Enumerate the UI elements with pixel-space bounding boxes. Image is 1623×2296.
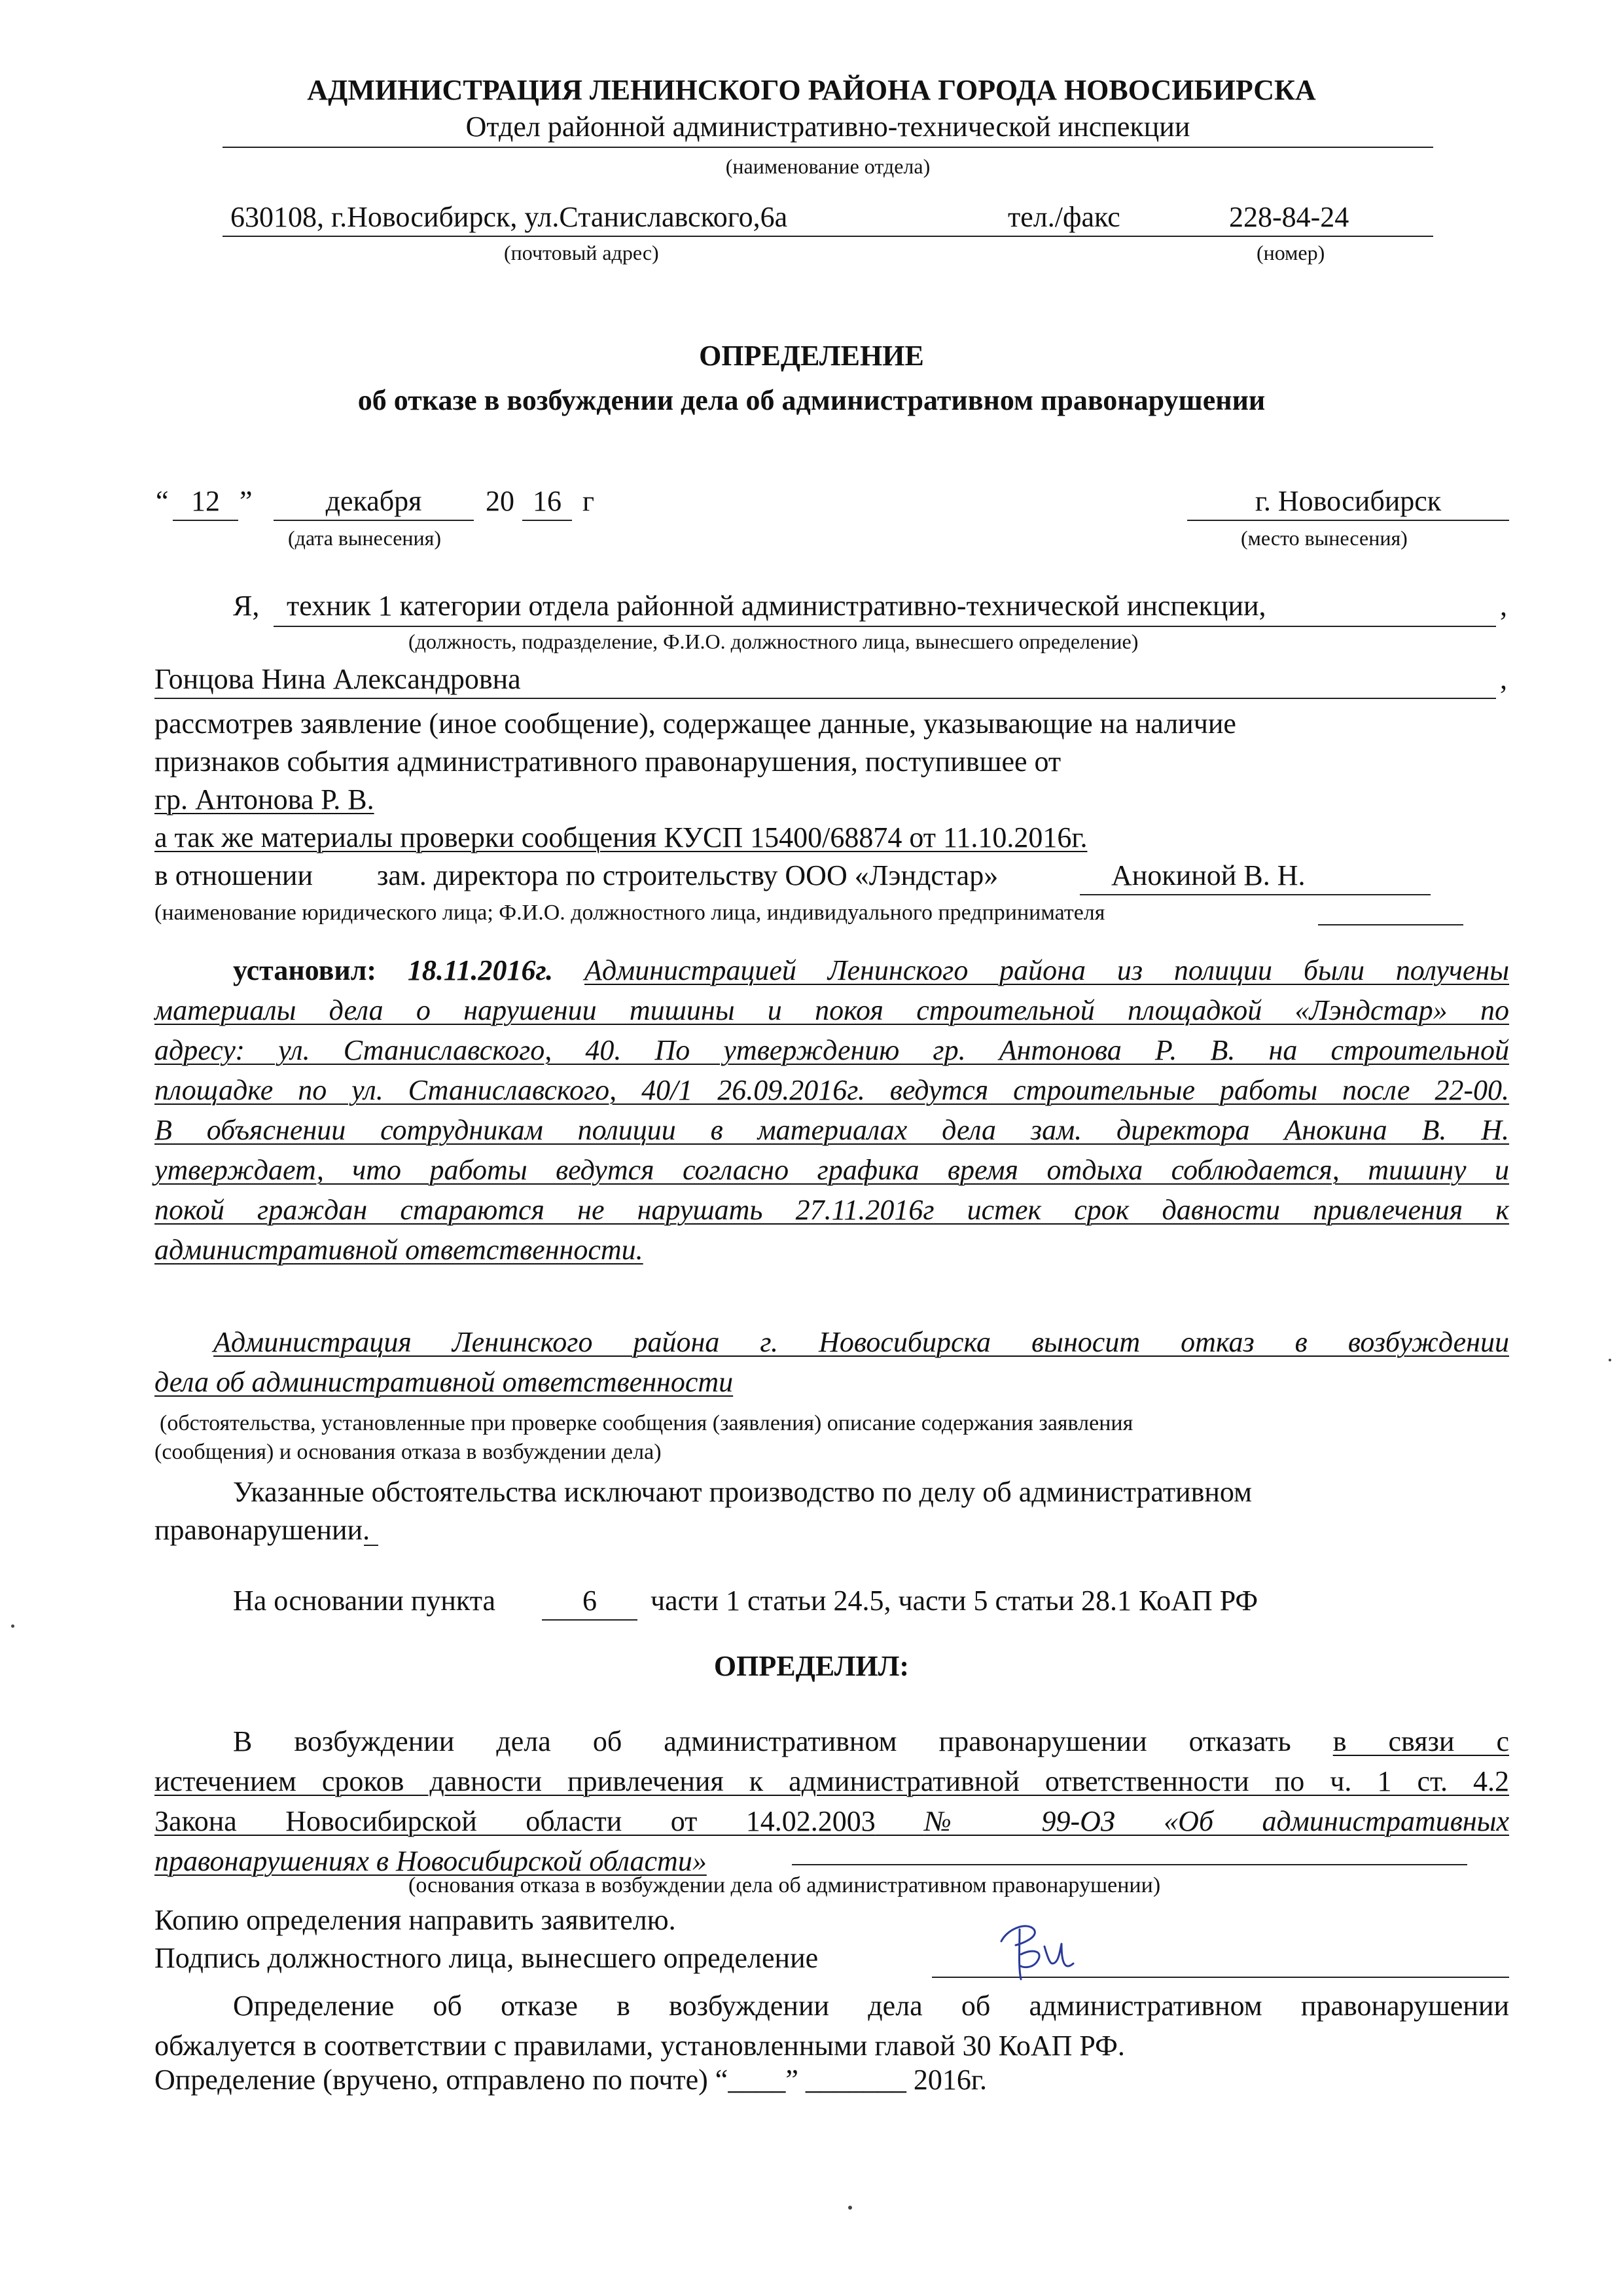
decided-line4-underline-tail [792,1864,1467,1865]
appeal-section [154,1986,1509,2066]
delivery-prefix: Определение (вручено, отправлено по почте) “ [154,2064,728,2096]
official-name: Гонцова Нина Александровна [154,663,521,695]
name-underline [154,698,1496,699]
established-date: 18.11.2016г. [407,954,554,986]
signature-label: Подпись должностного лица, вынесшего определение [154,1942,819,1974]
basis-prefix: На основании пункта [233,1585,496,1617]
delivery-line [154,2063,987,2096]
address-underline [223,236,1433,237]
delivery-year: 2016г. [913,2064,987,2096]
phone-number: 228-84-24 [1229,201,1349,233]
place-caption: (место вынесения) [1241,526,1408,550]
org-title: АДМИНИСТРАЦИЯ ЛЕНИНСКОГО РАЙОНА ГОРОДА НОВОСИБИРСКА [307,74,1316,106]
refusal-section [154,1322,1509,1402]
appeal-line2: обжалуется в соответствии с правилами, установленными главой 30 КоАП РФ. [154,2030,1125,2062]
postal-address: 630108, г.Новосибирск, ул.Станиславского,6а [230,201,788,233]
delivery-quote: ” [785,2064,798,2096]
department-underline [223,147,1433,148]
basis-suffix: части 1 статьи 24.5, части 5 статьи 28.1 КоАП РФ [651,1585,1258,1617]
refusal-line1: Администрация Ленинского района г. Новосибирска выносит отказ в возбуждении [213,1326,1509,1358]
scan-mark [11,1624,14,1628]
established-line-5: утверждает, что работы ведутся согласно графика время отдыха соблюдается, тишину и [154,1154,1509,1186]
date-month: декабря [325,485,422,517]
established-line-0: Администрацией Ленинского района из полиции были получены [584,954,1509,986]
date-quote-close: ” [240,485,253,517]
date-year-g: г [582,485,595,517]
exclusion-dash [364,1545,378,1546]
established-line-2: адресу: ул. Станиславского, 40. По утверждению гр. Антонова Р. В. на строительной [154,1034,1509,1066]
ya-label: Я, [233,590,260,622]
copy-instruction: Копию определения направить заявителю. [154,1904,676,1936]
month-underline [274,520,474,521]
position-caption: (должность, подразделение, Ф.И.О. должностного лица, вынесшего определение) [408,630,1139,653]
applicant-name: гр. Антонова Р. В. [154,783,374,816]
date-quote-open: “ [156,485,169,517]
name-comma: , [1500,663,1507,695]
materials-reference: а так же материалы проверки сообщения КУСП 15400/68874 от 11.10.2016г. [154,821,1088,853]
document-subtitle: об отказе в возбуждении дела об административном правонарушении [357,384,1266,416]
appeal-line1: Определение об отказе в возбуждении дела об административном правонарушении [233,1990,1509,2022]
circumstances-caption2: (сообщения) и основания отказа в возбуждении дела) [154,1440,662,1464]
regarding-caption: (наименование юридического лица; Ф.И.О. должностного лица, индивидуального предпринимателя [154,901,1105,925]
scan-mark [848,2206,852,2210]
decided-line3: Закона Новосибирской области от 14.02.2003 [154,1805,876,1837]
regarding-label: в отношении [154,859,313,891]
position-comma: , [1500,590,1507,622]
address-caption: (почтовый адрес) [504,241,659,264]
established-line-3: площадке по ул. Станиславского, 40/1 26.09.2016г. ведутся строительные работы после 22-00. [154,1074,1509,1106]
decided-line2: истечением сроков давности привлечения к административной ответственности по ч. 1 ст. 4.2 [154,1765,1509,1797]
regarding-name: Анокиной В. Н. [1111,859,1306,891]
consideration-line2: признаков события административного правонарушения, поступившее от [154,745,1061,778]
decided-line1: В возбуждении дела об административном правонарушении отказать [233,1725,1291,1757]
phone-label: тел./факс [1008,201,1120,233]
place-underline [1187,520,1509,521]
established-label: установил: [233,954,377,986]
basis-point-underline [542,1619,637,1621]
day-underline [173,520,238,521]
official-position: техник 1 категории отдела районной административно-технической инспекции, [287,590,1266,622]
position-underline [274,626,1496,627]
basis-point: 6 [582,1585,597,1617]
established-line-4: В объяснении сотрудникам полиции в материалах дела зам. директора Анокина В. Н. [154,1114,1509,1146]
document-title: ОПРЕДЕЛЕНИЕ [699,340,924,372]
decided-heading: ОПРЕДЕЛИЛ: [713,1650,910,1682]
decided-line4: правонарушениях в Новосибирской области» [154,1845,707,1877]
decided-caption: (основания отказа в возбуждении дела об административном правонарушении) [408,1873,1161,1897]
delivery-day: ____ [728,2064,786,2096]
decided-line3-italic: № 99-ОЗ «Об административных [924,1805,1509,1837]
phone-caption: (номер) [1257,241,1325,264]
consideration-line1: рассмотрев заявление (иное сообщение), содержащее данные, указывающие на наличие [154,708,1236,740]
place-value: г. Новосибирск [1255,485,1442,517]
department-name: Отдел районной административно-технической инспекции [465,111,1190,143]
handwritten-signature [982,1915,1093,1987]
regarding-caption-underline [1318,924,1463,925]
exclusion-line2: правонарушении. [154,1514,370,1546]
established-line-7: административной ответственности. [154,1234,643,1266]
established-line-6: покой граждан стараются не нарушать 27.11.2016г истек срок давности привлечения к [154,1194,1509,1226]
delivery-month: _______ [805,2064,906,2096]
decided-line1-underlined: в связи с [1332,1725,1510,1757]
date-caption: (дата вынесения) [288,526,442,550]
circumstances-caption1: (обстоятельства, установленные при проверке сообщения (заявления) описание содержания заявления [160,1411,1133,1435]
exclusion-line1: Указанные обстоятельства исключают производство по делу об административном [233,1476,1252,1508]
date-year-prefix: 20 [486,485,514,517]
department-caption: (наименование отдела) [725,154,931,178]
scan-mark [1609,1359,1611,1361]
regarding-underline [1080,894,1431,895]
established-section [154,950,1509,1270]
established-line-1: материалы дела о нарушении тишины и покоя строительной площадкой «Лэндстар» по [154,994,1509,1026]
date-day: 12 [191,485,220,517]
date-year-suffix: 16 [533,485,562,517]
year-underline [522,520,572,521]
decided-section [154,1721,1509,1881]
refusal-line2: дела об административной ответственности [154,1366,734,1398]
regarding-value: зам. директора по строительству ООО «Лэндстар» [377,859,999,891]
